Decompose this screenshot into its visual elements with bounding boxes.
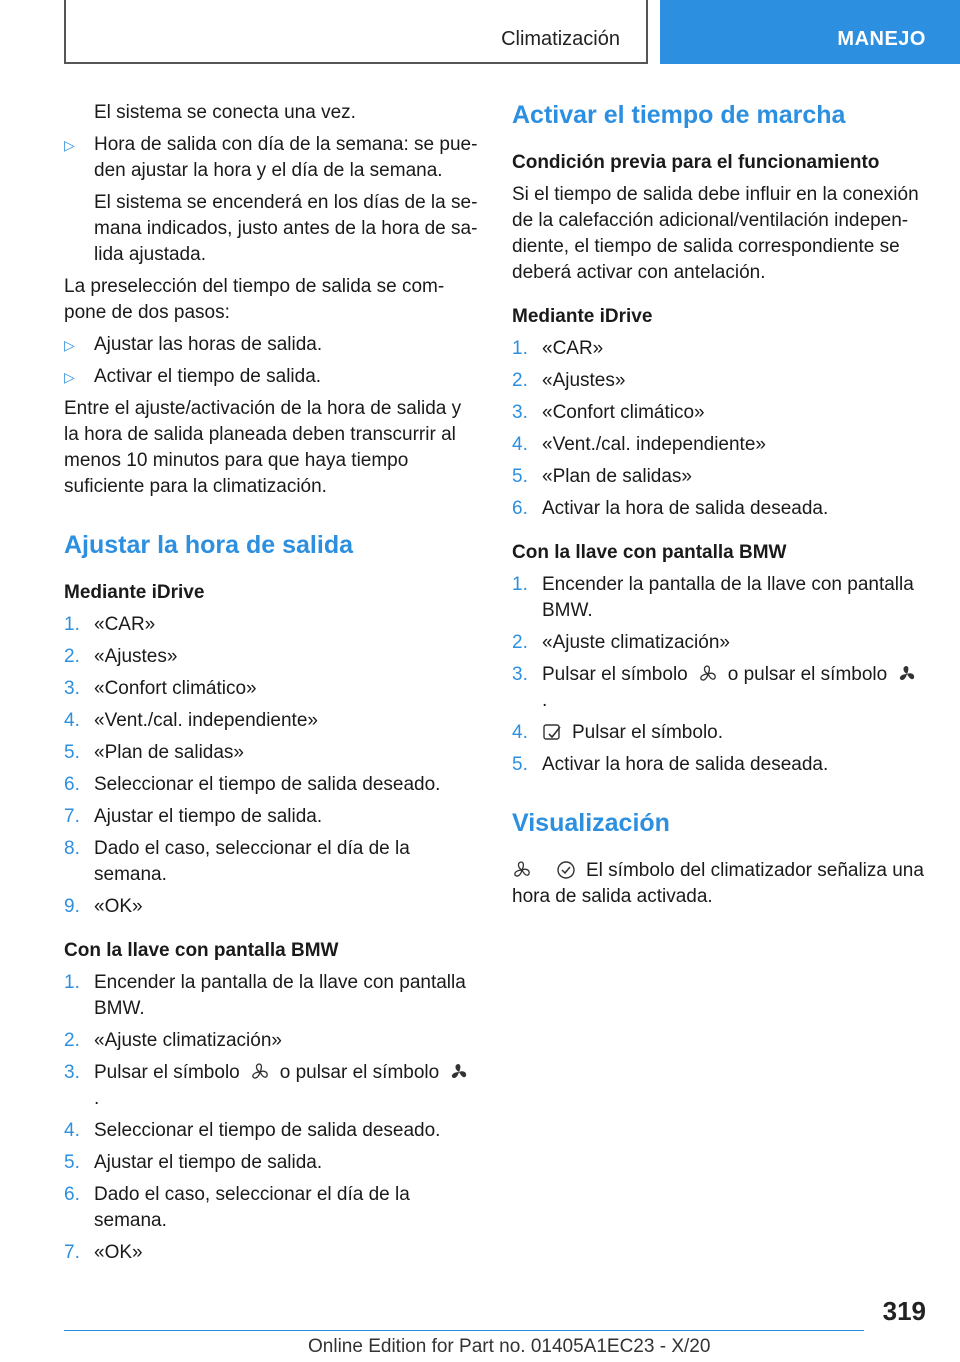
- step-number: 4.: [64, 710, 80, 731]
- step-text: «Ajuste climatización»: [542, 632, 730, 653]
- step-text: «Plan de salidas»: [94, 742, 244, 763]
- triangle-bullet-icon: ▷: [64, 337, 75, 353]
- subsection-heading: Con la llave con pantalla BMW: [512, 542, 787, 563]
- page-number: 319: [882, 1296, 926, 1326]
- list-item: [64, 1118, 480, 1144]
- list-item: [64, 1150, 480, 1176]
- chapter-tab: [660, 0, 960, 64]
- step-text: Encender la pantalla de la llave con pantalla BMW.: [542, 574, 914, 621]
- subsection-heading: Mediante iDrive: [64, 582, 205, 603]
- step-number: 4.: [512, 722, 528, 743]
- step-text: «Plan de salidas»: [542, 466, 692, 487]
- checkbox-check-icon: [542, 722, 562, 742]
- list-item: [64, 740, 480, 766]
- list-item: [64, 612, 480, 638]
- step-number: 5.: [512, 466, 528, 487]
- fan-outline-icon: [250, 1062, 270, 1082]
- list-item: [512, 368, 928, 394]
- step-text: «Ajuste climatización»: [94, 1030, 282, 1051]
- right-column: [512, 100, 928, 916]
- footer-edition: Online Edition for Part no. 01405A1EC23 - X/20: [308, 1336, 711, 1357]
- step-text: «CAR»: [542, 338, 604, 359]
- triangle-bullet-icon: ▷: [64, 137, 75, 153]
- section-heading: Visualización: [512, 809, 670, 837]
- step-text: «Confort climático»: [94, 678, 257, 699]
- step-text: Dado el caso, seleccionar el día de la semana.: [94, 838, 410, 885]
- step-number: 1.: [64, 614, 80, 635]
- step-number: 6.: [64, 774, 80, 795]
- section-heading: Ajustar la hora de salida: [64, 531, 353, 559]
- step-number: 2.: [64, 646, 80, 667]
- visualization-text: El símbolo del climatizador señaliza una hora de salida activada.: [512, 860, 924, 907]
- step-number: 3.: [64, 1062, 80, 1083]
- list-item: [64, 970, 480, 1022]
- subsection-heading: Condición previa para el funcionamiento: [512, 152, 880, 173]
- step-number: 2.: [512, 370, 528, 391]
- section-heading: Activar el tiempo de marcha: [512, 101, 846, 129]
- step-text: Pulsar el símbolo.: [572, 722, 724, 743]
- step-number: 4.: [64, 1120, 80, 1141]
- idrive-steps-list: [64, 612, 480, 920]
- list-item: [512, 572, 928, 624]
- bullet-text: Activar el tiempo de salida.: [94, 366, 322, 387]
- step-number: 3.: [64, 678, 80, 699]
- chapter-tab-label: MANEJO: [837, 27, 926, 50]
- step-text: o pulsar el símbolo: [279, 1062, 440, 1083]
- step-text: .: [94, 1088, 100, 1109]
- step-number: 5.: [64, 1152, 80, 1173]
- fan-filled-icon: [897, 664, 917, 684]
- list-item: [64, 772, 480, 798]
- step-number: 6.: [512, 498, 528, 519]
- step-text: Ajustar el tiempo de salida.: [94, 1152, 323, 1173]
- footer-divider: [64, 1330, 864, 1331]
- step-number: 3.: [512, 402, 528, 423]
- list-item: [64, 1240, 480, 1266]
- paragraph: El sistema se encenderá en los días de la semana indicados, justo antes de la hora de salida ajustada.: [94, 192, 478, 265]
- fan-filled-icon: [449, 1062, 469, 1082]
- step-text: «CAR»: [94, 614, 156, 635]
- key-steps-list: [512, 572, 928, 778]
- step-number: 5.: [512, 754, 528, 775]
- subsection-heading: Con la llave con pantalla BMW: [64, 940, 339, 961]
- step-number: 1.: [512, 574, 528, 595]
- paragraph: Si el tiempo de salida debe influir en la conexión de la calefacción adicional/ventilación independiente, el tiempo de salida correspondiente se deberá activar con antelación.: [512, 184, 919, 283]
- paragraph: La preselección del tiempo de salida se compone de dos pasos:: [64, 276, 445, 323]
- fan-outline-icon: [698, 664, 718, 684]
- step-text: «Ajustes»: [94, 646, 178, 667]
- list-item: [512, 496, 928, 522]
- step-text: .: [542, 690, 548, 711]
- step-number: 6.: [64, 1184, 80, 1205]
- step-number: 5.: [64, 742, 80, 763]
- step-number: 7.: [64, 1242, 80, 1263]
- clock-check-icon: [556, 860, 576, 880]
- list-item: [64, 708, 480, 734]
- step-text: o pulsar el símbolo: [727, 664, 888, 685]
- list-item: [64, 644, 480, 670]
- bullet-text: Hora de salida con día de la semana: se pueden ajustar la hora y el día de la semana.: [94, 134, 478, 181]
- list-item: [512, 336, 928, 362]
- step-number: 1.: [512, 338, 528, 359]
- subsection-heading: Mediante iDrive: [512, 306, 653, 327]
- bullet-text: Ajustar las horas de salida.: [94, 334, 323, 355]
- step-text: Seleccionar el tiempo de salida deseado.: [94, 1120, 441, 1141]
- step-text: «Confort climático»: [542, 402, 705, 423]
- step-number: 1.: [64, 972, 80, 993]
- idrive-steps-list: [512, 336, 928, 522]
- step-text: Activar la hora de salida deseada.: [542, 754, 829, 775]
- step-text: Seleccionar el tiempo de salida deseado.: [94, 774, 441, 795]
- step-text: Pulsar el símbolo: [542, 664, 688, 685]
- step-number: 8.: [64, 838, 80, 859]
- list-item: [64, 676, 480, 702]
- step-text: «Vent./cal. independiente»: [542, 434, 766, 455]
- key-steps-list: [64, 970, 480, 1266]
- list-item: [64, 836, 480, 888]
- step-text: «Vent./cal. independiente»: [94, 710, 318, 731]
- step-text: Encender la pantalla de la llave con pantalla BMW.: [94, 972, 466, 1019]
- list-item: [64, 1028, 480, 1054]
- list-item: [64, 1060, 480, 1112]
- step-text: Ajustar el tiempo de salida.: [94, 806, 323, 827]
- step-number: 4.: [512, 434, 528, 455]
- list-item: [64, 1182, 480, 1234]
- left-column: [64, 100, 480, 1272]
- step-number: 9.: [64, 896, 80, 917]
- step-text: «OK»: [94, 896, 143, 917]
- step-text: Pulsar el símbolo: [94, 1062, 240, 1083]
- list-item: [512, 630, 928, 656]
- visualization-paragraph: [512, 858, 928, 910]
- section-title: Climatización: [501, 28, 620, 50]
- list-item: [512, 662, 928, 714]
- list-item: [512, 400, 928, 426]
- list-item: [64, 894, 480, 920]
- bullet-item: [64, 332, 480, 358]
- step-text: Dado el caso, seleccionar el día de la semana.: [94, 1184, 410, 1231]
- step-number: 7.: [64, 806, 80, 827]
- step-text: «Ajustes»: [542, 370, 626, 391]
- list-item: [64, 804, 480, 830]
- list-item: [512, 720, 928, 746]
- list-item: [512, 464, 928, 490]
- bullet-item: [64, 364, 480, 390]
- paragraph: El sistema se conecta una vez.: [94, 102, 356, 123]
- bullet-item: [64, 132, 480, 184]
- step-number: 2.: [64, 1030, 80, 1051]
- step-number: 3.: [512, 664, 528, 685]
- list-item: [512, 432, 928, 458]
- paragraph: Entre el ajuste/activación de la hora de salida y la hora de salida planeada deben transcurrir al menos 10 minutos para que haya tiempo suficiente para la climatización.: [64, 398, 462, 497]
- step-text: «OK»: [94, 1242, 143, 1263]
- step-text: Activar la hora de salida deseada.: [542, 498, 829, 519]
- triangle-bullet-icon: ▷: [64, 369, 75, 385]
- step-number: 2.: [512, 632, 528, 653]
- list-item: [512, 752, 928, 778]
- fan-outline-icon: [512, 860, 532, 880]
